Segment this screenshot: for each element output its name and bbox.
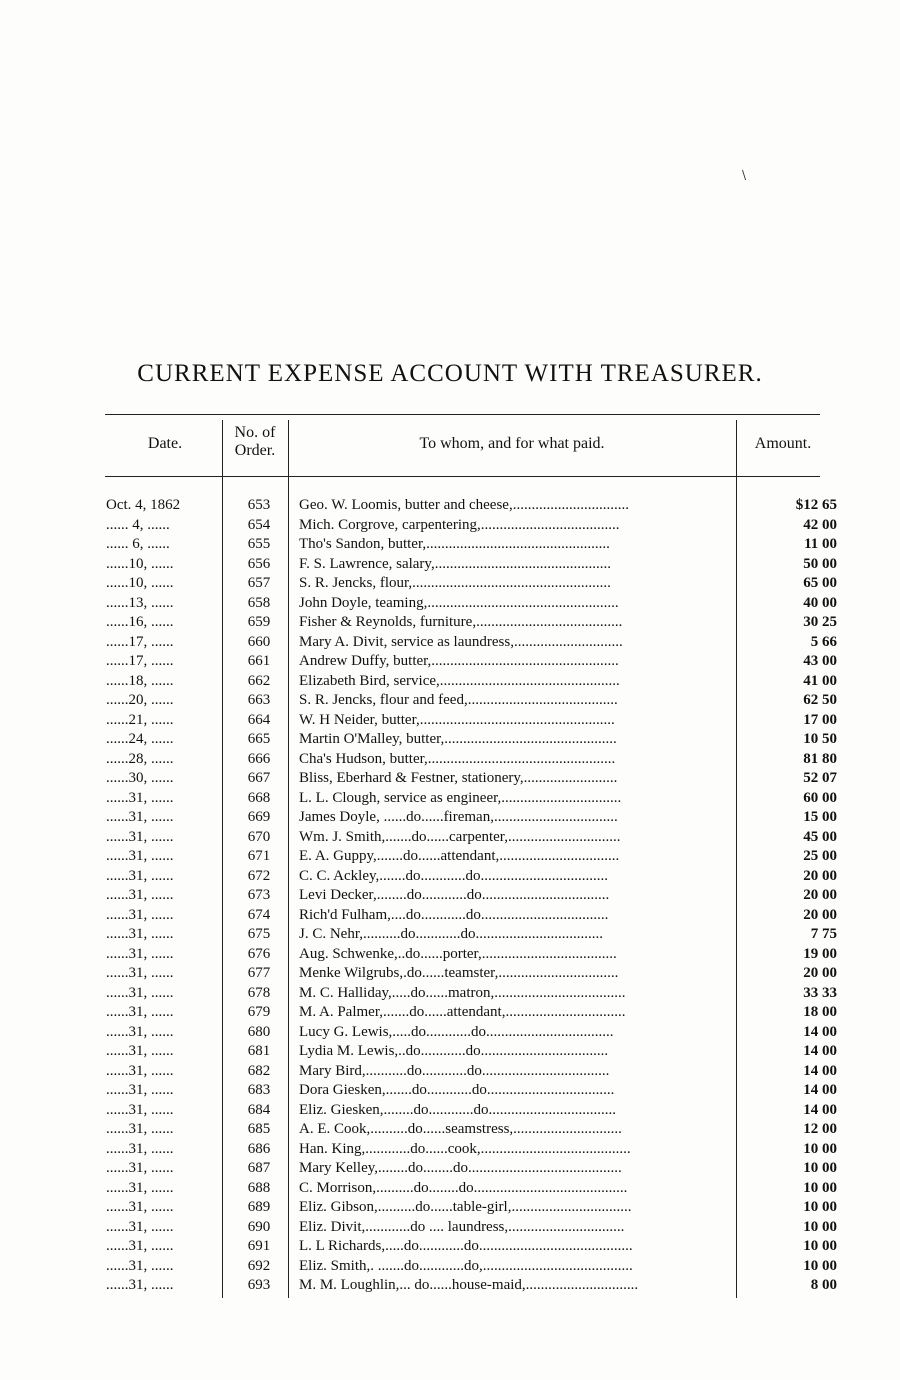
row-order-number: 657 — [247, 575, 271, 591]
column-header-payee: To whom, and for what paid. — [419, 435, 605, 452]
row-date: ......31, ...... — [106, 1257, 174, 1274]
column-header-date: Date. — [147, 435, 183, 452]
row-date: ......24, ...... — [106, 731, 174, 747]
row-amount: 19 00 — [803, 945, 837, 962]
table-row — [0, 1042, 900, 1062]
row-date: ......31, ...... — [106, 1238, 174, 1254]
row-amount: 10 50 — [803, 731, 837, 747]
row-payee: J. C. Nehr,..........do............do.................................. — [299, 926, 603, 942]
row-order-number: 676 — [247, 945, 271, 962]
table-row — [0, 769, 900, 789]
row-date: ......31, ...... — [106, 1277, 174, 1293]
row-amount: 20 00 — [803, 887, 837, 903]
row-payee: Han. King,............do......cook,........................................ — [299, 1140, 631, 1157]
table-row — [0, 1120, 900, 1140]
row-amount: $12 65 — [795, 497, 837, 513]
table-row — [0, 1257, 900, 1277]
row-amount: 30 25 — [803, 614, 837, 630]
row-order-number: 688 — [247, 1179, 271, 1196]
table-row — [0, 496, 900, 516]
row-date: ...... 4, ...... — [106, 516, 170, 533]
row-order-number: 669 — [247, 809, 271, 825]
row-date: ......31, ...... — [106, 1004, 174, 1020]
table-row — [0, 945, 900, 965]
row-order-number: 665 — [247, 731, 271, 747]
row-amount: 14 00 — [803, 1101, 837, 1118]
row-date: ......31, ...... — [106, 1082, 174, 1098]
row-payee: Fisher & Reynolds, furniture,....................................... — [299, 614, 623, 630]
row-payee: W. H Neider, butter,.................................................... — [299, 711, 615, 728]
header-bottom-rule — [105, 476, 820, 477]
table-row — [0, 1179, 900, 1199]
row-date: ......31, ...... — [106, 1218, 174, 1235]
row-order-number: 681 — [247, 1043, 271, 1059]
row-order-number: 686 — [247, 1140, 271, 1157]
table-row — [0, 886, 900, 906]
row-date: ......31, ...... — [106, 906, 174, 923]
row-order-number: 682 — [247, 1062, 271, 1079]
table-row — [0, 1140, 900, 1160]
row-payee: Eliz. Divit,............do .... laundress,............................... — [299, 1218, 625, 1235]
row-order-number: 692 — [247, 1257, 271, 1274]
table-row — [0, 652, 900, 672]
row-payee: Martin O'Malley, butter,.............................................. — [299, 731, 617, 747]
row-date: ......31, ...... — [106, 984, 174, 1001]
row-order-number: 680 — [247, 1023, 271, 1040]
row-order-number: 675 — [247, 926, 271, 942]
row-amount: 20 00 — [803, 867, 837, 884]
table-row — [0, 1218, 900, 1238]
row-payee: F. S. Lawrence, salary,............................................... — [299, 555, 611, 572]
row-amount: 43 00 — [803, 653, 837, 669]
row-payee: Lydia M. Lewis,..do............do.................................. — [299, 1043, 609, 1059]
table-row — [0, 867, 900, 887]
row-order-number: 668 — [247, 789, 271, 806]
row-order-number: 660 — [247, 633, 271, 650]
row-order-number: 659 — [247, 614, 271, 630]
table-row — [0, 594, 900, 614]
table-row — [0, 711, 900, 731]
row-payee: Mary Kelley,........do........do......................................... — [299, 1160, 622, 1176]
row-order-number: 685 — [247, 1121, 271, 1137]
row-amount: 52 07 — [803, 770, 837, 786]
row-date: Oct. 4, 1862 — [106, 497, 181, 513]
row-amount: 42 00 — [803, 516, 837, 533]
row-order-number: 674 — [247, 906, 271, 923]
row-payee: Mary A. Divit, service as laundress,............................. — [299, 633, 623, 650]
row-date: ......31, ...... — [106, 789, 174, 806]
row-payee: Mary Bird,...........do............do.................................. — [299, 1062, 610, 1079]
row-payee: Lucy G. Lewis,.....do............do.................................. — [299, 1023, 614, 1040]
row-amount: 10 00 — [803, 1218, 837, 1235]
row-amount: 7 75 — [810, 926, 837, 942]
row-order-number: 663 — [247, 692, 271, 708]
row-payee: Dora Giesken,.......do............do.................................. — [299, 1082, 615, 1098]
row-order-number: 693 — [247, 1277, 271, 1293]
row-date: ......28, ...... — [106, 750, 174, 767]
row-amount: 11 00 — [804, 536, 837, 552]
table-row — [0, 1023, 900, 1043]
row-order-number: 662 — [247, 672, 271, 689]
row-amount: 17 00 — [803, 711, 837, 728]
row-order-number: 687 — [247, 1160, 271, 1176]
row-order-number: 677 — [247, 965, 271, 981]
column-header-amount: Amount. — [754, 435, 812, 452]
row-order-number: 666 — [247, 750, 271, 767]
row-amount: 60 00 — [803, 789, 837, 806]
table-row — [0, 1062, 900, 1082]
row-date: ......31, ...... — [106, 1121, 174, 1137]
row-payee: John Doyle, teaming,................................................... — [299, 594, 619, 611]
row-amount: 33 33 — [803, 984, 837, 1001]
row-amount: 10 00 — [803, 1140, 837, 1157]
table-row — [0, 555, 900, 575]
column-header-order-line1: No. of — [234, 424, 276, 441]
column-header-order — [222, 424, 288, 460]
row-payee: Rich'd Fulham,....do............do.................................. — [299, 906, 609, 923]
row-date: ......18, ...... — [106, 672, 174, 689]
row-amount: 81 80 — [803, 750, 837, 767]
row-date: ......31, ...... — [106, 1101, 174, 1118]
row-payee: Cha's Hudson, butter,.................................................. — [299, 750, 616, 767]
row-payee: M. M. Loughlin,... do......house-maid,.............................. — [299, 1277, 639, 1293]
table-top-rule — [105, 414, 820, 415]
row-date: ......13, ...... — [106, 594, 174, 611]
row-date: ......10, ...... — [106, 555, 174, 572]
row-date: ......31, ...... — [106, 887, 174, 903]
table-row — [0, 808, 900, 828]
row-amount: 14 00 — [803, 1062, 837, 1079]
table-row — [0, 750, 900, 770]
row-order-number: 658 — [247, 594, 271, 611]
table-row — [0, 516, 900, 536]
row-order-number: 670 — [247, 828, 271, 845]
row-order-number: 672 — [247, 867, 271, 884]
row-date: ......31, ...... — [106, 1023, 174, 1040]
row-order-number: 653 — [247, 497, 271, 513]
stray-mark: \ — [742, 168, 747, 182]
row-date: ......31, ...... — [106, 965, 174, 981]
table-body — [0, 496, 900, 1296]
row-payee: C. C. Ackley,.......do............do.................................. — [299, 867, 609, 884]
row-amount: 50 00 — [803, 555, 837, 572]
row-date: ......17, ...... — [106, 653, 174, 669]
row-order-number: 671 — [247, 848, 271, 864]
row-payee: Bliss, Eberhard & Festner, stationery,......................... — [299, 770, 618, 786]
row-payee: Geo. W. Loomis, butter and cheese,............................... — [299, 497, 629, 513]
row-amount: 10 00 — [803, 1199, 837, 1215]
table-row — [0, 574, 900, 594]
row-payee: Eliz. Giesken,........do............do.................................. — [299, 1101, 617, 1118]
column-header-order-line2: Order. — [234, 442, 276, 459]
row-payee: M. C. Halliday,.....do......matron,................................... — [299, 984, 626, 1001]
table-row — [0, 964, 900, 984]
row-amount: 14 00 — [803, 1023, 837, 1040]
table-row — [0, 1198, 900, 1218]
table-row — [0, 984, 900, 1004]
row-amount: 20 00 — [803, 965, 837, 981]
row-amount: 14 00 — [803, 1082, 837, 1098]
row-date: ......31, ...... — [106, 1140, 174, 1157]
row-payee: Elizabeth Bird, service,................................................ — [299, 672, 620, 689]
row-amount: 12 00 — [803, 1121, 837, 1137]
row-payee: James Doyle, ......do......fireman,................................. — [299, 809, 618, 825]
row-amount: 15 00 — [803, 809, 837, 825]
row-order-number: 690 — [247, 1218, 271, 1235]
row-date: ......31, ...... — [106, 1199, 174, 1215]
row-order-number: 691 — [247, 1238, 271, 1254]
row-payee: Tho's Sandon, butter,................................................. — [299, 536, 610, 552]
table-row — [0, 789, 900, 809]
row-order-number: 661 — [247, 653, 271, 669]
row-payee: L. L Richards,.....do............do......................................... — [299, 1238, 633, 1254]
table-row — [0, 1159, 900, 1179]
row-date: ......31, ...... — [106, 1179, 174, 1196]
row-date: ......20, ...... — [106, 692, 174, 708]
table-row — [0, 730, 900, 750]
table-row — [0, 828, 900, 848]
row-amount: 10 00 — [803, 1238, 837, 1254]
row-amount: 62 50 — [803, 692, 837, 708]
row-order-number: 664 — [247, 711, 271, 728]
row-amount: 18 00 — [803, 1004, 837, 1020]
row-date: ...... 6, ...... — [106, 536, 170, 552]
table-row — [0, 847, 900, 867]
row-payee: Levi Decker,........do............do.................................. — [299, 887, 610, 903]
row-date: ......31, ...... — [106, 1062, 174, 1079]
row-payee: Eliz. Gibson,..........do......table-girl,................................ — [299, 1199, 632, 1215]
row-order-number: 656 — [247, 555, 271, 572]
row-order-number: 683 — [247, 1082, 271, 1098]
row-payee: Andrew Duffy, butter,.................................................. — [299, 653, 619, 669]
row-payee: S. R. Jencks, flour,..................................................... — [299, 575, 611, 591]
row-date: ......31, ...... — [106, 848, 174, 864]
row-date: ......21, ...... — [106, 711, 174, 728]
row-order-number: 673 — [247, 887, 271, 903]
row-amount: 45 00 — [803, 828, 837, 845]
table-row — [0, 925, 900, 945]
row-payee: A. E. Cook,..........do......seamstress,............................. — [299, 1121, 622, 1137]
table-row — [0, 1081, 900, 1101]
row-amount: 40 00 — [803, 594, 837, 611]
table-row — [0, 1101, 900, 1121]
row-order-number: 667 — [247, 770, 271, 786]
row-payee: S. R. Jencks, flour and feed,........................................ — [299, 692, 618, 708]
row-date: ......31, ...... — [106, 945, 174, 962]
table-row — [0, 691, 900, 711]
table-row — [0, 633, 900, 653]
row-date: ......31, ...... — [106, 809, 174, 825]
row-payee: C. Morrison,..........do........do......................................... — [299, 1179, 628, 1196]
row-date: ......31, ...... — [106, 867, 174, 884]
row-amount: 65 00 — [803, 575, 837, 591]
table-row — [0, 906, 900, 926]
row-payee: Menke Wilgrubs,.do......teamster,................................ — [299, 965, 619, 981]
row-payee: M. A. Palmer,.......do......attendant,................................ — [299, 1004, 626, 1020]
table-row — [0, 1276, 900, 1296]
row-amount: 14 00 — [803, 1043, 837, 1059]
row-date: ......31, ...... — [106, 926, 174, 942]
row-amount: 20 00 — [803, 906, 837, 923]
row-payee: Mich. Corgrove, carpentering,..................................... — [299, 516, 620, 533]
row-date: ......17, ...... — [106, 633, 174, 650]
row-order-number: 655 — [247, 536, 271, 552]
row-amount: 10 00 — [803, 1257, 837, 1274]
table-row — [0, 613, 900, 633]
row-amount: 25 00 — [803, 848, 837, 864]
row-date: ......16, ...... — [106, 614, 174, 630]
row-date: ......31, ...... — [106, 1160, 174, 1176]
row-order-number: 679 — [247, 1004, 271, 1020]
row-order-number: 689 — [247, 1199, 271, 1215]
row-amount: 8 00 — [810, 1277, 837, 1293]
table-row — [0, 672, 900, 692]
table-row — [0, 1003, 900, 1023]
row-amount: 5 66 — [810, 633, 837, 650]
row-order-number: 684 — [247, 1101, 271, 1118]
row-payee: Aug. Schwenke,..do......porter,.................................... — [299, 945, 617, 962]
page-title: CURRENT EXPENSE ACCOUNT WITH TREASURER. — [137, 360, 763, 387]
table-row — [0, 535, 900, 555]
row-date: ......30, ...... — [106, 770, 174, 786]
row-order-number: 678 — [247, 984, 271, 1001]
row-payee: E. A. Guppy,.......do......attendant,................................ — [299, 848, 620, 864]
row-payee: L. L. Clough, service as engineer,................................ — [299, 789, 622, 806]
row-date: ......10, ...... — [106, 575, 174, 591]
row-order-number: 654 — [247, 516, 271, 533]
row-date: ......31, ...... — [106, 828, 174, 845]
row-amount: 41 00 — [803, 672, 837, 689]
row-payee: Wm. J. Smith,.......do......carpenter,.............................. — [299, 828, 621, 845]
row-payee: Eliz. Smith,. .......do............do,........................................ — [299, 1257, 633, 1274]
table-row — [0, 1237, 900, 1257]
row-amount: 10 00 — [803, 1160, 837, 1176]
row-date: ......31, ...... — [106, 1043, 174, 1059]
row-amount: 10 00 — [803, 1179, 837, 1196]
